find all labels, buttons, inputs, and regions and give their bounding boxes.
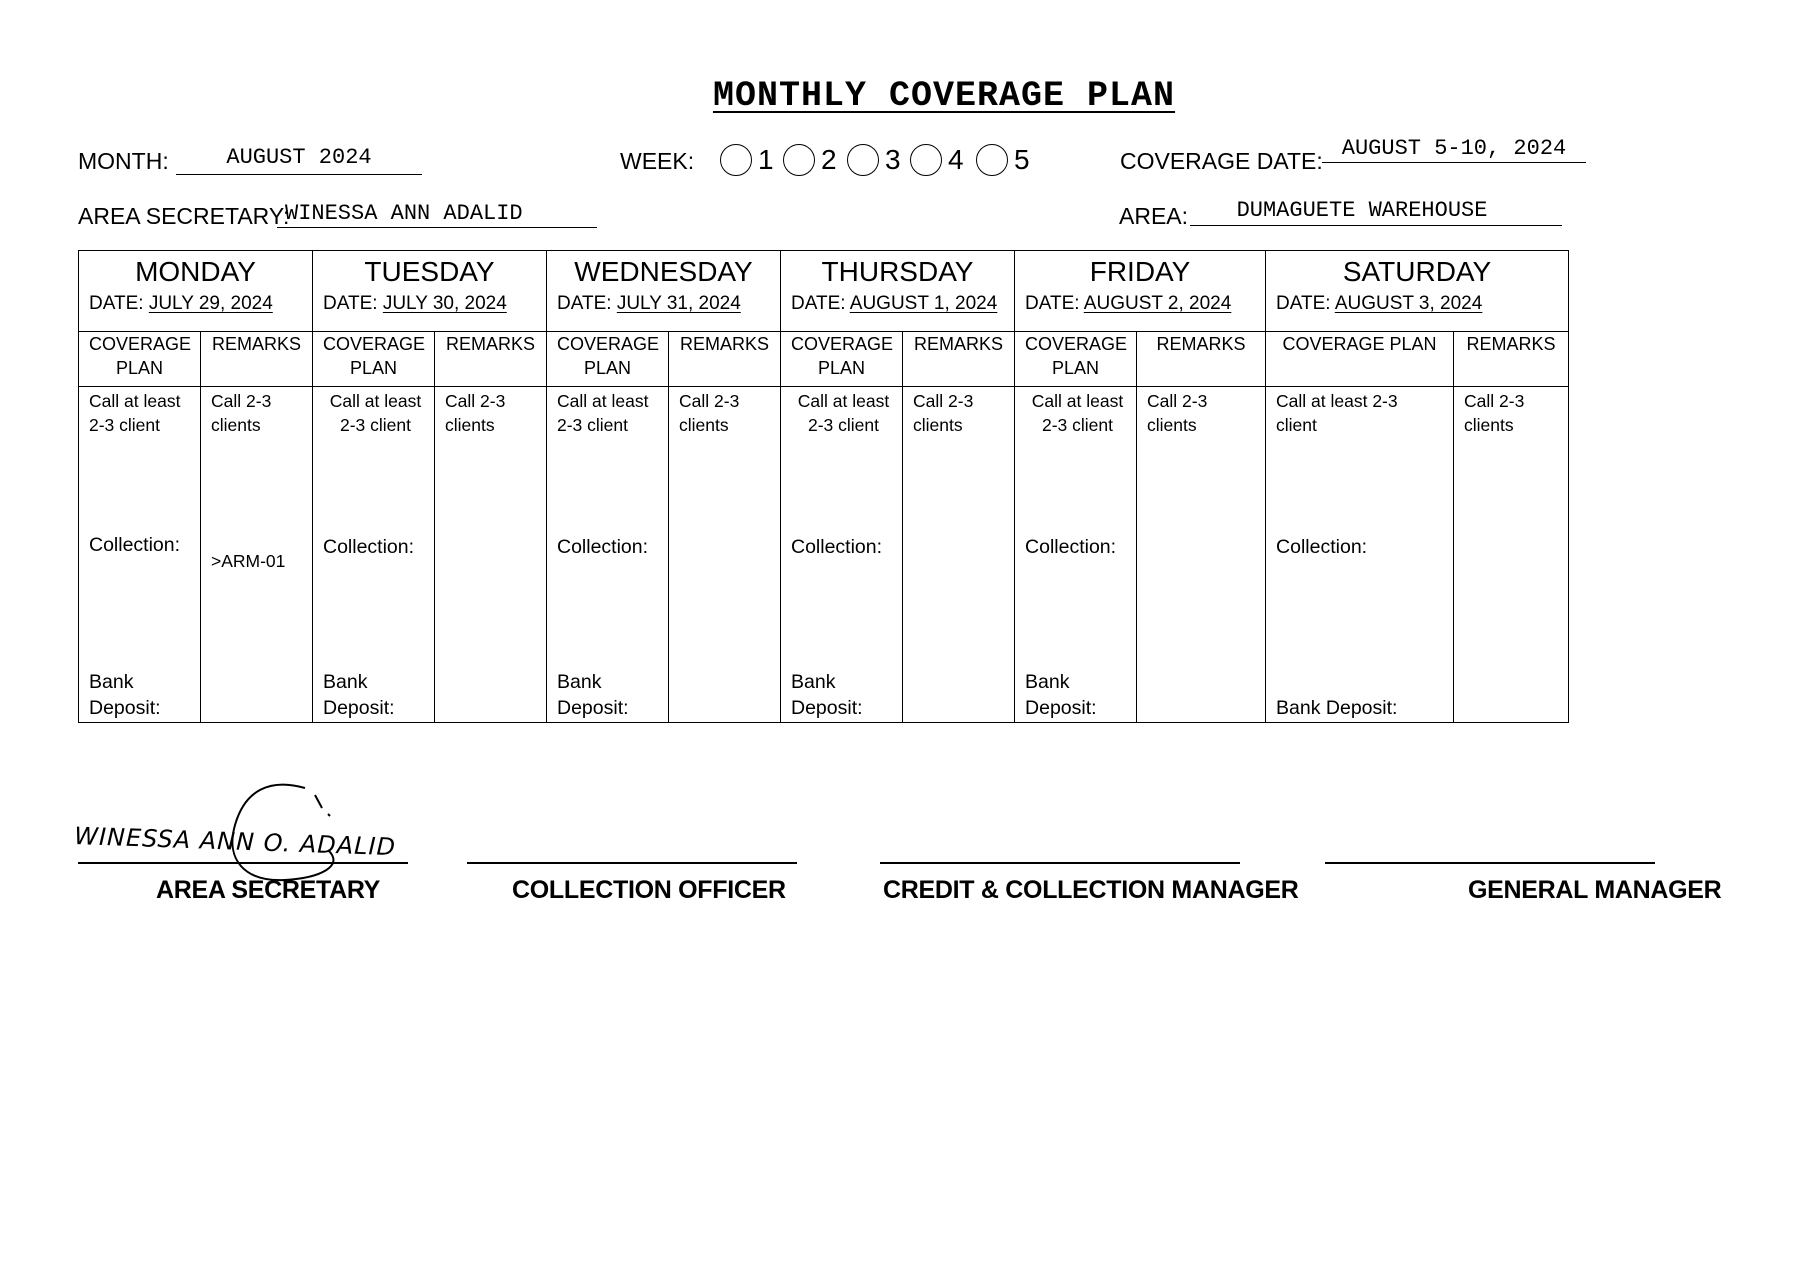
bank-deposit-label: Bank Deposit: [323, 671, 395, 719]
plan-text: Call at least 2-3 client [329, 391, 422, 435]
signature-label-general-manager: GENERAL MANAGER [1468, 876, 1722, 904]
page-title: MONTHLY COVERAGE PLAN [712, 76, 1176, 116]
day-header-friday: FRIDAY DATE: AUGUST 2, 2024 [1015, 251, 1266, 332]
collection-label: Collection: [1276, 536, 1368, 558]
collection-label: Collection: [791, 536, 883, 558]
signature-name: WINESSA ANN O. ADALID [73, 822, 397, 862]
collection-label: Collection: [323, 536, 415, 558]
radio-circle-icon[interactable] [976, 144, 1008, 176]
plan-text: Call at least 2-3 client [89, 391, 181, 435]
coverage-date-value[interactable]: AUGUST 5-10, 2024 [1322, 136, 1586, 163]
remarks-text: Call 2-3 clients [1464, 391, 1525, 435]
coverage-plan-cell[interactable] [79, 387, 201, 723]
day-name: SATURDAY [1342, 256, 1492, 287]
remarks-cell[interactable] [1137, 387, 1266, 723]
signature-line-general-manager [1325, 862, 1655, 864]
coverage-date-label: COVERAGE DATE: [1120, 148, 1323, 174]
day-name: FRIDAY [1089, 256, 1191, 287]
day-date: JULY 30, 2024 [382, 293, 507, 314]
week-option-5[interactable]: 5 [976, 144, 1030, 176]
day-header-saturday: SATURDAY DATE: AUGUST 3, 2024 [1266, 251, 1569, 332]
signature-label-credit-collection-manager: CREDIT & COLLECTION MANAGER [883, 876, 1299, 904]
coverage-plan-header: COVERAGE PLAN [79, 332, 201, 387]
area-secretary-label: AREA SECRETARY: [78, 203, 290, 229]
bank-deposit-label: Bank Deposit: [89, 671, 161, 719]
day-name: MONDAY [135, 256, 256, 287]
coverage-plan-cell[interactable] [1266, 387, 1454, 723]
signature-line-area-secretary [78, 862, 408, 864]
day-header-row [79, 251, 1569, 332]
signature-mark [315, 795, 330, 816]
coverage-plan-header: COVERAGE PLAN [313, 332, 435, 387]
plan-body-row [79, 387, 1569, 723]
remarks-header: REMARKS [669, 332, 781, 387]
remarks-text: Call 2-3 clients [211, 391, 272, 435]
day-date: JULY 31, 2024 [616, 293, 741, 314]
day-header-thursday: THURSDAY DATE: AUGUST 1, 2024 [781, 251, 1015, 332]
day-header-monday: MONDAY DATE: JULY 29, 2024 [79, 251, 313, 332]
week-option-2[interactable]: 2 [783, 144, 837, 176]
coverage-plan-header: COVERAGE PLAN [1266, 332, 1454, 387]
coverage-plan-cell[interactable] [313, 387, 435, 723]
plan-text: Call at least 2-3 client [1276, 391, 1398, 435]
area-value[interactable]: DUMAGUETE WAREHOUSE [1236, 198, 1488, 223]
remarks-cell[interactable] [201, 387, 313, 723]
plan-text: Call at least 2-3 client [557, 391, 649, 435]
remarks-text: Call 2-3 clients [679, 391, 740, 435]
radio-circle-icon[interactable] [847, 144, 879, 176]
handwritten-signature [60, 770, 460, 890]
remarks-extra: >ARM-01 [211, 551, 286, 571]
plan-text: Call at least 2-3 client [797, 391, 890, 435]
bank-deposit-label: Bank Deposit: [1276, 697, 1398, 719]
radio-circle-icon[interactable] [783, 144, 815, 176]
remarks-header: REMARKS [1454, 332, 1569, 387]
day-date: JULY 29, 2024 [148, 293, 273, 314]
week-label: WEEK: [620, 148, 695, 174]
area-label: AREA: [1119, 203, 1189, 229]
coverage-plan-cell[interactable] [1015, 387, 1137, 723]
day-date: AUGUST 3, 2024 [1334, 293, 1483, 314]
remarks-text: Call 2-3 clients [913, 391, 974, 435]
month-value[interactable]: AUGUST 2024 [226, 145, 372, 170]
plan-text: Call at least 2-3 client [1031, 391, 1124, 435]
day-header-tuesday: TUESDAY DATE: JULY 30, 2024 [313, 251, 547, 332]
week-option-1[interactable]: 1 [720, 144, 774, 176]
day-date: AUGUST 2, 2024 [1083, 293, 1232, 314]
radio-circle-icon[interactable] [720, 144, 752, 176]
week-option-3[interactable]: 3 [847, 144, 901, 176]
remarks-text: Call 2-3 clients [445, 391, 506, 435]
remarks-header: REMARKS [903, 332, 1015, 387]
day-name: THURSDAY [821, 256, 974, 287]
remarks-cell[interactable] [1454, 387, 1569, 723]
day-date: AUGUST 1, 2024 [849, 293, 998, 314]
week-option-4[interactable]: 4 [910, 144, 964, 176]
coverage-plan-header: COVERAGE PLAN [1015, 332, 1137, 387]
coverage-plan-table [78, 250, 1569, 723]
coverage-plan-header: COVERAGE PLAN [547, 332, 669, 387]
signature-line-collection-officer [467, 862, 797, 864]
radio-circle-icon[interactable] [910, 144, 942, 176]
remarks-cell[interactable] [903, 387, 1015, 723]
remarks-header: REMARKS [1137, 332, 1266, 387]
signature-label-area-secretary: AREA SECRETARY [156, 876, 381, 904]
column-header-row [79, 332, 1569, 387]
collection-label: Collection: [1025, 536, 1117, 558]
day-name: WEDNESDAY [574, 256, 753, 287]
area-secretary-value[interactable]: WINESSA ANN ADALID [285, 201, 523, 226]
month-label: MONTH: [78, 148, 169, 174]
signature-line-credit-collection-manager [880, 862, 1240, 864]
remarks-cell[interactable] [669, 387, 781, 723]
bank-deposit-label: Bank Deposit: [791, 671, 863, 719]
coverage-plan-cell[interactable] [547, 387, 669, 723]
collection-label: Collection: [89, 534, 181, 556]
day-header-wednesday: WEDNESDAY DATE: JULY 31, 2024 [547, 251, 781, 332]
collection-label: Collection: [557, 536, 649, 558]
remarks-header: REMARKS [435, 332, 547, 387]
day-name: TUESDAY [364, 256, 495, 287]
remarks-header: REMARKS [201, 332, 313, 387]
signature-label-collection-officer: COLLECTION OFFICER [512, 876, 786, 904]
coverage-plan-cell[interactable] [781, 387, 903, 723]
remarks-text: Call 2-3 clients [1147, 391, 1208, 435]
coverage-plan-header: COVERAGE PLAN [781, 332, 903, 387]
bank-deposit-label: Bank Deposit: [1025, 671, 1097, 719]
bank-deposit-label: Bank Deposit: [557, 671, 629, 719]
remarks-cell[interactable] [435, 387, 547, 723]
